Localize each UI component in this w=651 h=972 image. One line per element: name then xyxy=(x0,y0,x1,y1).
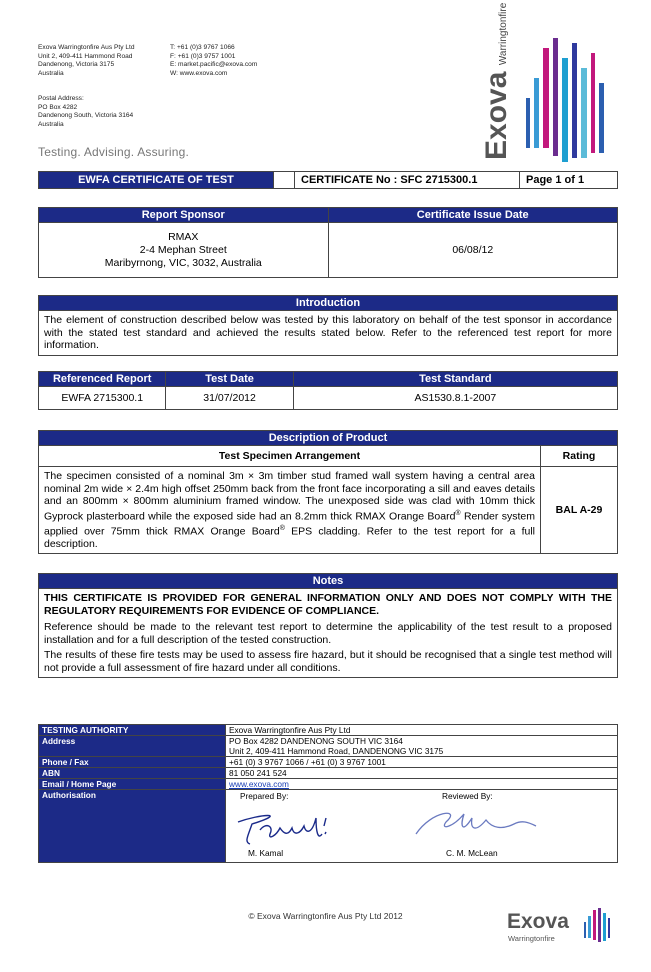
arrangement-header: Test Specimen Arrangement xyxy=(39,446,541,467)
product-table xyxy=(38,430,618,554)
notes-header: Notes xyxy=(39,574,618,589)
notes-para2: The results of these fire tests may be used to assess fire hazard, but it should be recognised that a single test method will not provide a full assessment of fire hazard under all conditions. xyxy=(44,649,612,674)
footer-logo-sub: Warringtonfire xyxy=(508,934,555,943)
logo-bars-graphic xyxy=(524,38,620,162)
abn-value: 81 050 241 524 xyxy=(226,768,618,779)
product-header: Description of Product xyxy=(39,431,618,446)
referenced-report-value: EWFA 2715300.1 xyxy=(39,387,166,410)
certificate-title-table xyxy=(38,171,618,189)
test-standard-header: Test Standard xyxy=(293,372,617,387)
tagline: Testing. Advising. Assuring. xyxy=(38,145,190,159)
logo-word: Exova xyxy=(480,71,513,160)
postal-address: Postal Address: PO Box 4282 Dandenong South, Victoria 3164 Australia xyxy=(38,95,134,128)
footer-logo xyxy=(507,908,617,948)
rating-value: BAL A-29 xyxy=(541,467,618,554)
prepared-by-label: Prepared By: xyxy=(240,791,289,801)
issue-date-header: Certificate Issue Date xyxy=(328,208,618,223)
website-link[interactable]: www.exova.com xyxy=(229,779,289,789)
testing-authority-value: Exova Warringtonfire Aus Pty Ltd xyxy=(226,725,618,736)
kamal-signature xyxy=(230,804,350,848)
phone-label: Phone / Fax xyxy=(39,757,226,768)
testing-authority-label: TESTING AUTHORITY xyxy=(39,725,226,736)
sponsor-header: Report Sponsor xyxy=(39,208,329,223)
notes-disclaimer: THIS CERTIFICATE IS PROVIDED FOR GENERAL INFORMATION ONLY AND DOES NOT COMPLY WITH THE REGULATORY REQUIREMENTS FOR EVIDENCE OF COMPLIANCE. xyxy=(44,592,612,617)
phone-value: +61 (0) 3 9767 1066 / +61 (0) 3 9767 1001 xyxy=(226,757,618,768)
certificate-title: EWFA CERTIFICATE OF TEST xyxy=(39,172,274,189)
company-contact: T: +61 (0)3 9767 1066 F: +61 (0)3 9757 1001 E: market.pacific@exova.com W: www.exova.com xyxy=(170,44,258,77)
introduction-header: Introduction xyxy=(39,296,618,311)
certificate-number: CERTIFICATE No : SFC 2715300.1 xyxy=(295,172,520,189)
address-label: Address xyxy=(39,736,226,757)
referenced-report-header: Referenced Report xyxy=(39,372,166,387)
notes-body xyxy=(39,589,618,678)
exova-logo xyxy=(480,2,620,163)
abn-label: ABN xyxy=(39,768,226,779)
footer-logo-bars xyxy=(583,908,613,944)
email-label: Email / Home Page xyxy=(39,779,226,790)
issue-date: 06/08/12 xyxy=(328,223,618,278)
test-date-header: Test Date xyxy=(166,372,293,387)
footer-logo-word: Exova xyxy=(507,910,569,933)
introduction-table xyxy=(38,295,618,356)
mclean-signature xyxy=(412,804,542,844)
logo-sub: Warringtonfire xyxy=(498,2,509,66)
reference-table xyxy=(38,371,618,410)
reviewed-by-name: C. M. McLean xyxy=(446,848,498,858)
company-address: Exova Warringtonfire Aus Pty Ltd Unit 2, 409-411 Hammond Road Dandenong, Victoria 3175 Australia xyxy=(38,44,135,77)
test-standard-value: AS1530.8.1-2007 xyxy=(293,387,617,410)
reviewed-by-label: Reviewed By: xyxy=(442,791,493,801)
copyright: © Exova Warringtonfire Aus Pty Ltd 2012 xyxy=(248,911,403,921)
email-value[interactable] xyxy=(226,779,618,790)
prepared-by-name: M. Kamal xyxy=(248,848,284,858)
testing-authority-table xyxy=(38,724,618,863)
introduction-text: The element of construction described below was tested by this laboratory on behalf of the test sponsor in accordance with the stated test standard and achieved the results stated below. Refer to the referenced test report for more information. xyxy=(39,311,618,356)
notes-para1: Reference should be made to the relevant test report to determine the applicability of the test result to a proposed installation and for a full description of the tested construction. xyxy=(44,621,612,646)
test-date-value: 31/07/2012 xyxy=(166,387,293,410)
specimen-description: The specimen consisted of a nominal 3m × 3m timber stud framed wall system having a central area nominal 2m wide × 2.4m high offset 250mm back from the front face incorporating a sill and eaves details and an 800mm × 800mm aluminium framed window. The unexposed side was clad with 10mm thick Gyprock plasterboard while the exposed side had an 8.2mm thick RMAX Orange Board® Render system applied over 75mm thick RMAX Orange Board® EPS cladding. Refer to the test report for a full description. xyxy=(39,467,541,554)
authorisation-label: Authorisation xyxy=(39,790,226,863)
rating-header: Rating xyxy=(541,446,618,467)
certificate-page: Page 1 of 1 xyxy=(520,172,618,189)
sponsor-table xyxy=(38,207,618,278)
authorisation-cell xyxy=(226,790,618,863)
address-value: PO Box 4282 DANDENONG SOUTH VIC 3164 Unit 2, 409-411 Hammond Road, DANDENONG VIC 3175 xyxy=(226,736,618,757)
sponsor-details: RMAX 2-4 Mephan Street Maribyrnong, VIC, 3032, Australia xyxy=(39,223,329,278)
notes-table xyxy=(38,573,618,678)
